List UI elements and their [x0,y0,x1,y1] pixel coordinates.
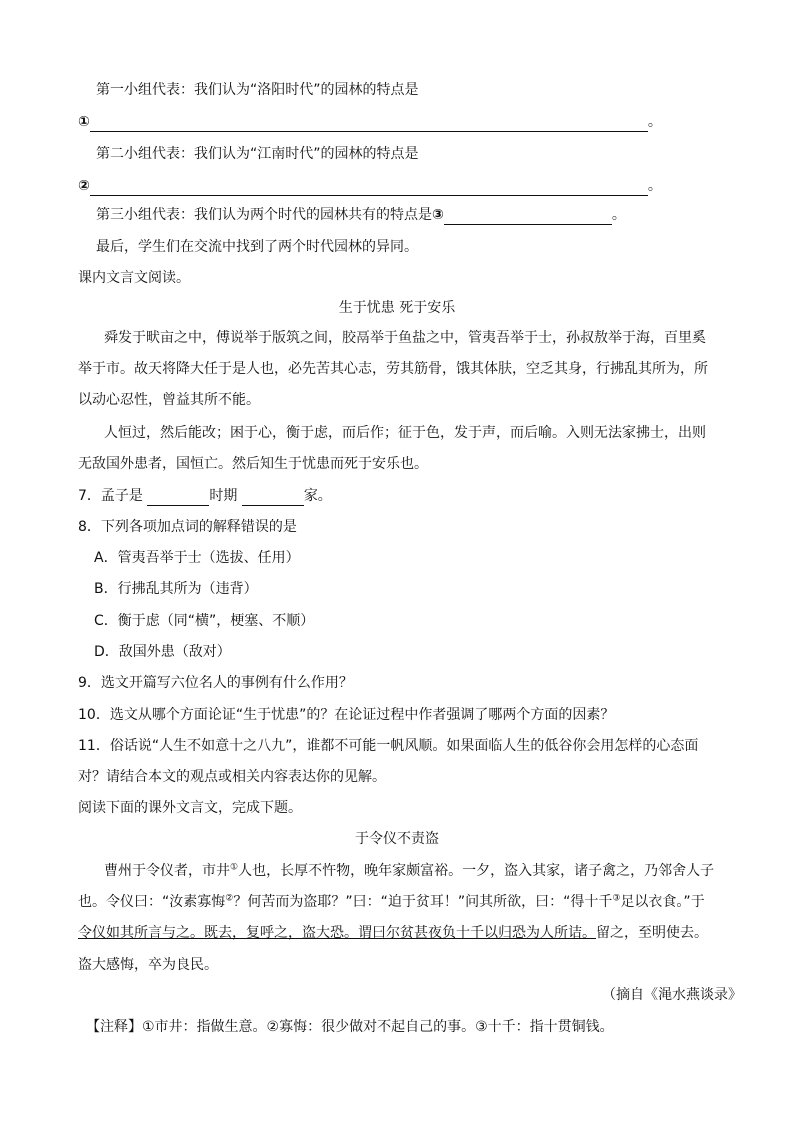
question-8-stem: 8．下列各项加点词的解释错误的是 [78,519,297,535]
text1-line-1: 舜发于畎亩之中，傅说举于版筑之间，胶鬲举于鱼盐之中，管夷吾举于士，孙叔敖举于海，百里奚 [104,330,706,346]
footnote-mark-1: ① [230,862,239,873]
period: 。 [611,207,626,223]
section2-intro: 阅读下面的课外文言文，完成下题。 [78,800,302,816]
text2-notes: 【注释】①市井：指做生意。②寡悔：很少做对不起自己的事。③十千：指十贯铜钱。 [86,1019,614,1035]
question-11-line-2: 对？请结合本文的观点或相关内容表达你的见解。 [78,769,386,785]
answer-blank-3[interactable] [444,208,612,225]
q8-option-b[interactable]: B．行拂乱其所为（违背） [94,581,258,597]
text1-line-5: 无敌国外患者，国恒亡。然后知生于忧患而死于安乐也。 [78,456,428,472]
text2-title: 于令仪不责盗 [355,831,439,847]
q8-option-a[interactable]: A．管夷吾举于士（选拔、任用） [94,550,300,566]
footnote-mark-2: ② [225,893,234,904]
text1-line-2: 举于市。故天将降大任于是人也，必先苦其心志，劳其筋骨，饿其体肤，空乏其身，行拂乱其所为，所 [78,361,708,377]
answer-blank-2[interactable] [90,179,648,196]
q8-option-d[interactable]: D．敌国外患（敌对） [94,644,231,660]
group3-line [96,205,626,225]
text2-line-2: 也。令仪曰：“汝素寡悔②？何苦而为盗耶？”曰：“迫于贫耳！”问其所欲，曰：“得十千③足以衣食。”于 [78,893,705,910]
circled-number-1: ① [78,114,90,130]
underlined-sentence: 令仪如其所言与之。既去，复呼之，盗大恐。谓曰尔贫甚夜负十千以归恐为人所诘。 [78,925,596,941]
group2-answer-line [78,176,662,196]
group1-intro: 第一小组代表：我们认为“洛阳时代”的园林的特点是 [96,82,419,98]
section1-intro: 课内文言文阅读。 [78,270,190,286]
q7-blank-1[interactable] [147,489,209,506]
period: 。 [647,114,662,130]
text1-title: 生于忧患 死于安乐 [338,300,456,316]
question-9: 9．选文开篇写六位名人的事例有什么作用？ [78,675,353,691]
text2-source: （摘自《渑水燕谈录》 [602,987,742,1003]
text2-line-1: 曹州于令仪者，市井①人也，长厚不忤物，晚年家颇富裕。一夕，盗入其家，诸子禽之，乃邻舍人子 [104,862,715,879]
period: 。 [647,178,662,194]
q8-option-c[interactable]: C．衡于虑（同“横”，梗塞、不顺） [94,613,315,629]
question-7: 7．孟子是 时期 家。 [78,488,332,504]
group3-text: 第三小组代表：我们认为两个时代的园林共有的特点是 [96,207,432,223]
footnote-mark-3: ③ [612,893,621,904]
finally-text: 最后，学生们在交流中找到了两个时代园林的异同。 [96,239,418,255]
answer-blank-1[interactable] [90,115,648,132]
text2-line-4: 盗大感悔，卒为良民。 [78,957,218,973]
text2-line-3: 令仪如其所言与之。既去，复呼之，盗大恐。谓曰尔贫甚夜负十千以归恐为人所诘。留之，至明使去。 [78,925,708,941]
circled-number-2: ② [78,178,90,194]
text1-line-4: 人恒过，然后能改；困于心，衡于虑，而后作；征于色，发于声，而后喻。入则无法家拂士，出则 [104,425,706,441]
question-10: 10．选文从哪个方面论证“生于忧患”的？在论证过程中作者强调了哪两个方面的因素？ [78,707,615,723]
text1-line-3: 以动心忍性，曾益其所不能。 [78,392,260,408]
group1-answer-line [78,112,662,132]
group2-intro: 第二小组代表：我们认为“江南时代”的园林的特点是 [96,146,419,162]
circled-number-3: ③ [432,207,444,223]
question-11-line-1: 11．俗话说“人生不如意十之八九”，谁都不可能一帆风顺。如果面临人生的低谷你会用怎样的心态面 [78,738,699,754]
q7-blank-2[interactable] [242,489,304,506]
